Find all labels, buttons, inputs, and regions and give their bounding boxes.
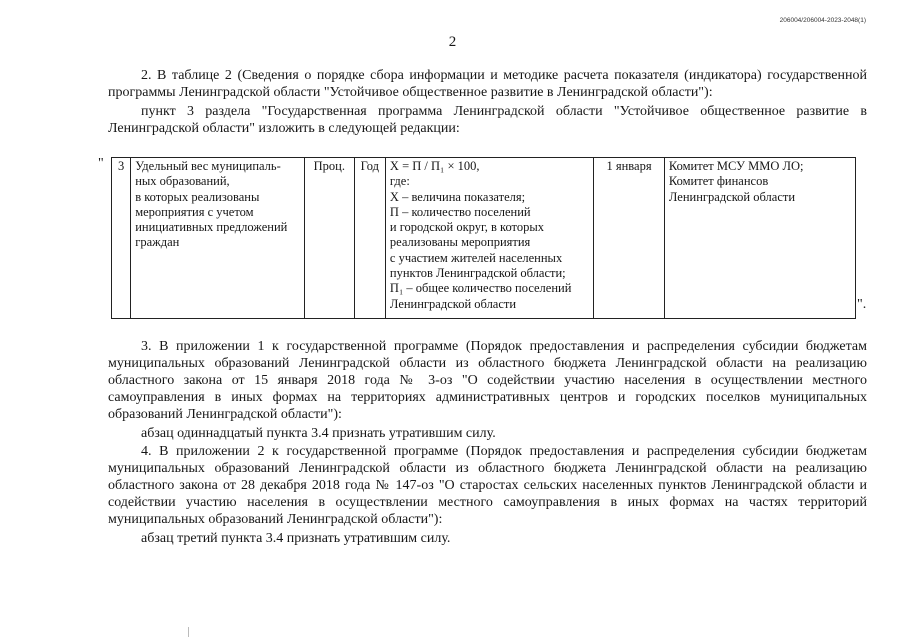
scan-mark xyxy=(188,627,189,637)
responsible-line: Комитет МСУ ММО ЛО; xyxy=(668,159,804,173)
indicator-table xyxy=(111,157,856,319)
indicator-line: граждан xyxy=(135,235,180,250)
indicator-line: ных образований, xyxy=(135,174,230,189)
indicator-line: мероприятия с учетом xyxy=(135,204,254,219)
cell-unit: Проц. xyxy=(305,158,355,319)
section-4-action: абзац третий пункта 3.4 признать утратившим силу. xyxy=(141,531,451,546)
method-line: реализованы мероприятия xyxy=(389,235,531,250)
indicator-line: Удельный вес муниципаль- xyxy=(135,159,281,173)
indicator-line: инициативных предложений xyxy=(135,220,288,235)
section-2-clause: пункт 3 раздела "Государственная программа Ленинградской области "Устойчивое общественное развитие в Ленинградской области" изложить в следующей редакции: xyxy=(108,104,867,136)
cell-number: 3 xyxy=(112,158,131,319)
quote-open: " xyxy=(98,156,104,171)
page-number: 2 xyxy=(448,34,457,50)
indicator-line: в которых реализованы xyxy=(135,189,260,204)
method-line: Х = П / П₁ × 100, xyxy=(389,159,480,173)
responsible-line: Комитет финансов xyxy=(668,174,769,189)
method-line: где: xyxy=(389,174,410,189)
section-3-text: 3. В приложении 1 к государственной программе (Порядок предоставления и распределения субсидии бюджетам муниципальных образований Ленинградской области из областного бюджета Ленинградской области на реализацию областного закона от 15 января 2018 года № 3-оз "О содействии участию населения в осуществлении местного самоуправления в иных формах на территориях административных центров и городских поселков муниципальных образований Ленинградской области"): xyxy=(108,339,867,422)
method-line: П – количество поселений xyxy=(389,204,531,219)
section-2-intro: 2. В таблице 2 (Сведения о порядке сбора информации и методике расчета показателя (индикатора) государственной программы Ленинградской области "Устойчивое общественное развитие в Ленинградской области"): xyxy=(108,68,867,100)
section-4-text: 4. В приложении 2 к государственной программе (Порядок предоставления и распределения субсидии бюджетам муниципальных образований Ленинградской области из областного бюджета Ленинградской области на реализацию областного закона от 28 декабря 2018 года № 147-оз "О старостах сельских населенных пунктов Ленинградской области и содействии участию населения в осуществлении местного самоуправления в иных формах на частях территорий муниципальных образований Ленинградской области"): xyxy=(108,444,867,527)
method-line: П₁ – общее количество поселений xyxy=(389,281,572,296)
method-line: пунктов Ленинградской области; xyxy=(389,266,566,281)
method-line: и городской округ, в которых xyxy=(389,220,544,235)
cell-period: Год xyxy=(354,158,385,319)
amended-table-block xyxy=(98,156,873,320)
cell-responsible xyxy=(664,158,855,319)
table-row xyxy=(112,158,856,319)
cell-indicator xyxy=(131,158,305,319)
cell-method xyxy=(385,158,593,319)
cell-date: 1 января xyxy=(594,158,665,319)
responsible-line: Ленинградской области xyxy=(668,189,796,204)
document-id: 206004/206004-2023-2048(1) xyxy=(779,17,866,24)
section-3-action: абзац одиннадцатый пункта 3.4 признать утратившим силу. xyxy=(141,426,496,441)
quote-close: ". xyxy=(857,297,867,312)
method-line: с участием жителей населенных xyxy=(389,250,563,265)
method-line: Х – величина показателя; xyxy=(389,189,526,204)
method-line: Ленинградской области xyxy=(389,296,517,311)
